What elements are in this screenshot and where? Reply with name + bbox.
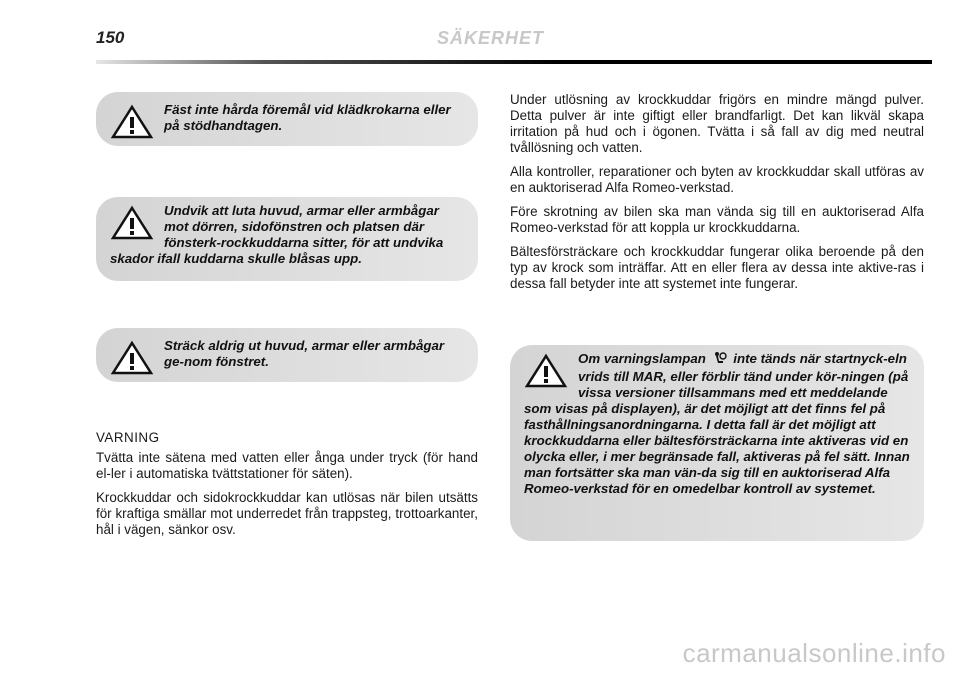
paragraph: Bältesförsträckare och krockkuddar fungerar olika beroende på den typ av krock som inträffar. Att en eller flera av dessa inte aktive-ras i dessa fall betyder inte att systemet inte fungerar. [510,244,924,291]
warning-box-window-airbags [96,197,478,281]
warning-text-start: Om varningslampan [578,351,706,366]
warning-triangle-icon [524,353,568,389]
paragraph: Krockkuddar och sidokrockkuddar kan utlösas när bilen utsätts för kraftiga smällar mot underredet från trappsteg, trottoarkanter, hål i vägen, sänkor osv. [96,490,478,537]
page-number: 150 [96,28,125,47]
warning-box-window [96,328,478,382]
warning-box-airbag-lamp [510,345,924,541]
header-rule [96,60,932,64]
paragraph: Tvätta inte sätena med vatten eller ånga under tryck (för hand el-ler i automatiska tvättstationer för säten). [96,450,478,481]
airbag-warning-lamp-icon [713,351,727,369]
warning-triangle-icon [110,205,154,241]
warning-text: Sträck aldrig ut huvud, armar eller armbågar ge-nom fönstret. [164,338,445,369]
warning-triangle-icon [110,340,154,376]
paragraph: Alla kontroller, reparationer och byten av krockkuddar skall utföras av en auktoriserad Alfa Romeo-verkstad. [510,164,924,195]
warning-triangle-icon [110,104,154,140]
warning-text: Fäst inte hårda föremål vid klädkrokarna eller på stödhandtagen. [164,102,451,133]
left-body-text [96,430,478,546]
right-body-text [510,92,924,300]
paragraph: Före skrotning av bilen ska man vända sig till en auktoriserad Alfa Romeo-verkstad för att koppla ur krockkuddarna. [510,204,924,235]
warning-text: Undvik att luta huvud, armar eller armbågar mot dörren, sidofönstren och platsen där fönsterk-rockkuddarna sitter, för att undvika skador ifall kuddarna skulle blåsas upp. [110,203,444,266]
section-title: SÄKERHET [437,28,545,48]
paragraph: Under utlösning av krockkuddar frigörs en mindre mängd pulver. Detta pulver är inte giftigt eller brandfarligt. Det kan likväl skapa irritation på hud och i ögonen. Tvätta i så fall av dig med neutral tvållösning och vatten. [510,92,924,155]
watermark: carmanualsonline.info [682,638,946,668]
heading-varning: VARNING [96,430,160,445]
warning-text-end: inte tänds när startnyck-eln vrids till MAR, eller förblir tänd under kör-ningen (på vissa versioner tillsammans med ett meddelande som visas på displayen), är det möjligt att det finns fel på fasthållningsanordningarna. I detta fall är det möjligt att krockkuddarna eller bältesförsträckarna inte aktiveras vid en olycka eller, i mer begränsade fall, aktiveras på fel sätt. Innan man fortsätter ska man vän-da sig till en auktoriserad Alfa Romeo-verkstad för en omedelbar kontroll av systemet. [524,351,910,496]
warning-box-hooks [96,92,478,146]
